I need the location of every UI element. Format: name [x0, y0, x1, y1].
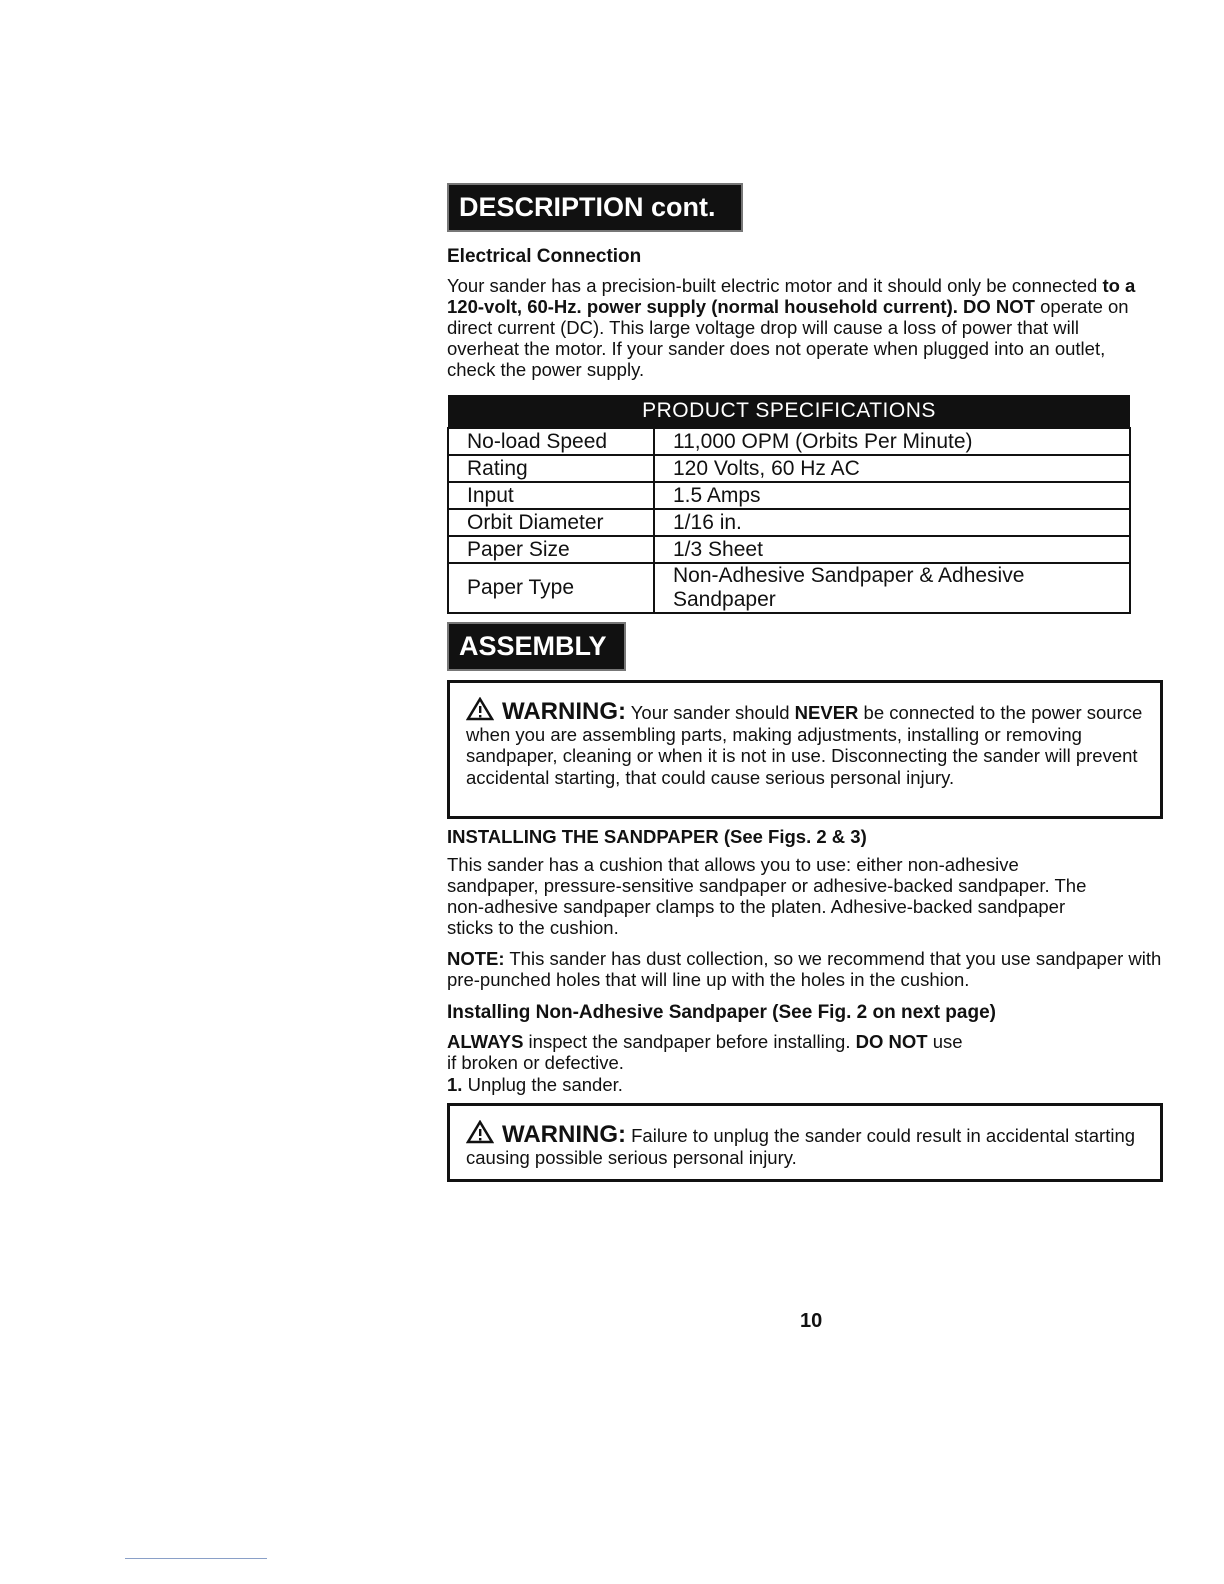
non-adhesive-heading: Installing Non-Adhesive Sandpaper (See Fig. 2 on next page) [447, 1002, 996, 1023]
text: Failure to unplug the sander could result in accidental starting causing possible serious personal injury. [466, 1125, 1136, 1168]
spec-value: 1/3 Sheet [654, 536, 1130, 563]
table-row [448, 509, 1130, 536]
description-header: DESCRIPTION cont. [447, 183, 743, 232]
spec-value: Non-Adhesive Sandpaper & Adhesive Sandpaper [654, 563, 1130, 613]
warning-title: WARNING: [502, 1121, 626, 1148]
electrical-paragraph [447, 275, 1147, 380]
table-row [448, 455, 1130, 482]
installing-heading: INSTALLING THE SANDPAPER (See Figs. 2 & 3) [447, 826, 867, 847]
warning-triangle-icon [466, 1120, 494, 1144]
bold-text: DO NOT [963, 296, 1035, 317]
spec-label: Input [448, 482, 654, 509]
spec-label: Paper Size [448, 536, 654, 563]
note-label: NOTE: [447, 948, 505, 969]
step-number: 1. [447, 1074, 463, 1095]
text: Your sander should [625, 702, 795, 723]
note-paragraph [447, 948, 1167, 990]
bold-text: NEVER [794, 702, 859, 723]
divider-line [125, 1558, 267, 1559]
table-title: PRODUCT SPECIFICATIONS [448, 395, 1130, 428]
step-text: Unplug the sander. [462, 1074, 623, 1095]
text: use [927, 1031, 963, 1052]
text: be connected to the power source when you are assembling parts, making adjustments, installing or removing sandpaper, cleaning or when it is not in use. Disconnecting the sander will prevent accidental starting, that could cause serious personal injury. [466, 702, 1143, 788]
bold-text: ALWAYS [447, 1031, 524, 1052]
text: This sander has dust collection, so we recommend that you use sandpaper with pre-punched holes that will line up with the holes in the cushion. [447, 948, 1162, 990]
spec-label: Paper Type [448, 563, 654, 613]
electrical-heading: Electrical Connection [447, 246, 642, 267]
spec-value: 1/16 in. [654, 509, 1130, 536]
warning-box-2 [447, 1103, 1163, 1182]
step-1 [447, 1074, 623, 1095]
text: Your sander has a precision-built electric motor and it should only be connected [447, 275, 1103, 296]
bold-text: DO NOT [855, 1031, 928, 1052]
text: inspect the sandpaper before installing. [523, 1031, 856, 1052]
installing-paragraph: This sander has a cushion that allows you to use: either non-adhesive sandpaper, pressure-sensitive sandpaper or adhesive-backed sandpaper. The non-adhesive sandpaper clamps to the platen. Adhesive-backed sandpaper sticks to the cushion. [447, 854, 1087, 938]
table-row [448, 428, 1130, 455]
bold-text: to a 120-volt, 60-Hz. power supply (normal household current). [447, 275, 1136, 317]
text: operate on direct current (DC). This large voltage drop will cause a loss of power that will overheat the motor. If your sander does not operate when plugged into an outlet, check the power supply. [447, 296, 1129, 380]
table-row [448, 563, 1130, 613]
table-row [448, 482, 1130, 509]
table-row [448, 536, 1130, 563]
assembly-header: ASSEMBLY [447, 622, 626, 671]
spec-label: Rating [448, 455, 654, 482]
spec-label: No-load Speed [448, 428, 654, 455]
page-number: 10 [800, 1310, 823, 1332]
non-adhesive-paragraph [447, 1031, 1147, 1073]
warning-triangle-icon [466, 697, 494, 721]
product-specifications-table [447, 395, 1131, 614]
spec-value: 1.5 Amps [654, 482, 1130, 509]
spec-value: 120 Volts, 60 Hz AC [654, 455, 1130, 482]
warning-box [447, 680, 1163, 819]
spec-label: Orbit Diameter [448, 509, 654, 536]
text: if broken or defective. [447, 1052, 624, 1073]
warning-title: WARNING: [502, 698, 626, 725]
spec-value: 11,000 OPM (Orbits Per Minute) [654, 428, 1130, 455]
